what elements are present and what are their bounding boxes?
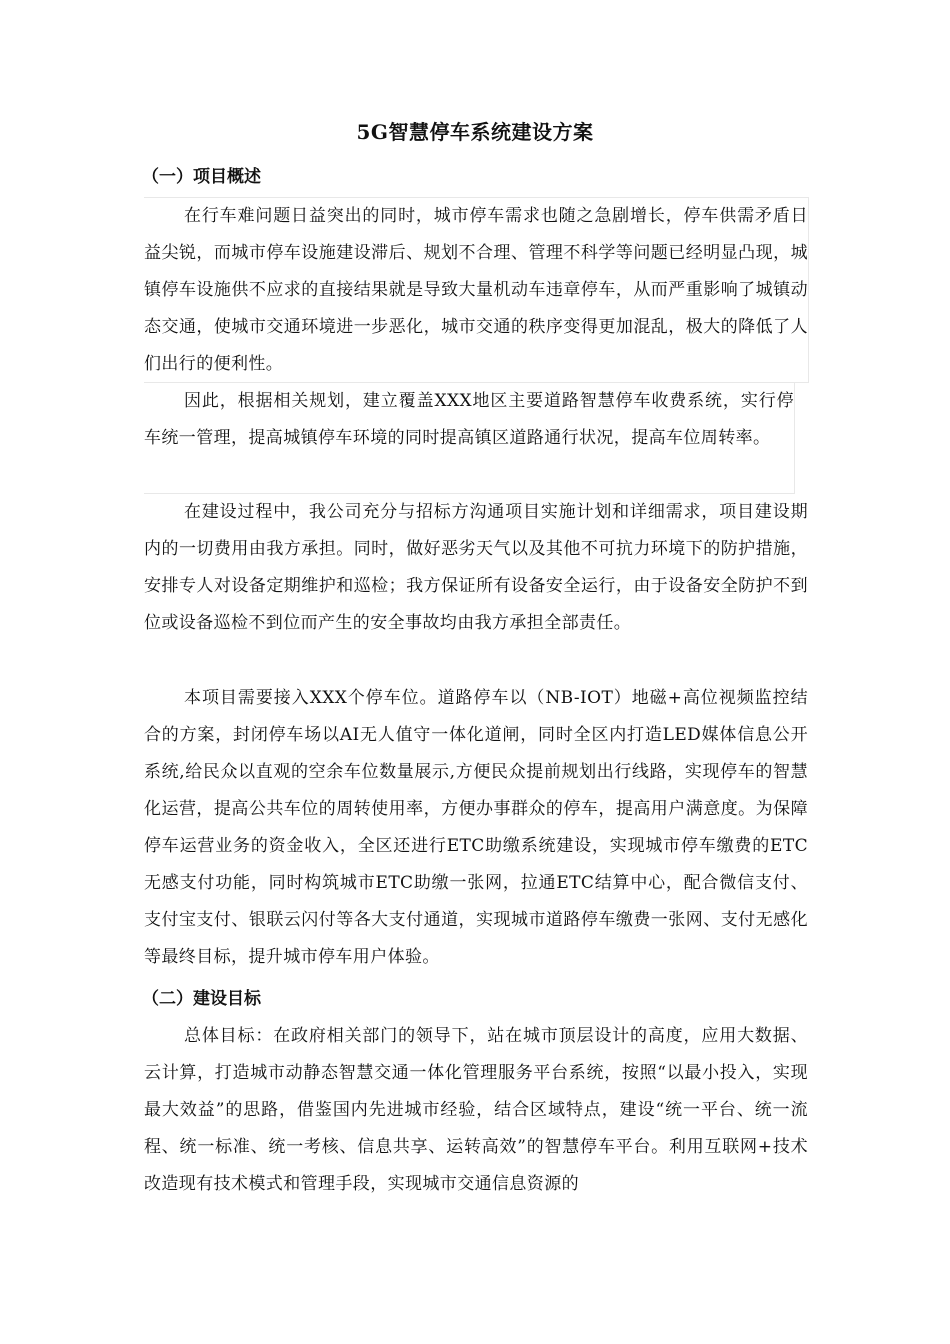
paragraph-overview-3: 在建设过程中，我公司充分与招标方沟通项目实施计划和详细需求，项目建设期内的一切费用由我方承担。同时，做好恶劣天气以及其他不可抗力环境下的防护措施，安排专人对设备定期维护和巡检；我方保证所有设备安全运行，由于设备安全防护不到位或设备巡检不到位而产生的安全事故均由我方承担全部责任。 bbox=[144, 502, 808, 633]
paragraph-goals-1: 总体目标：在政府相关部门的领导下，站在城市顶层设计的高度，应用大数据、云计算，打造城市动静态智慧交通一体化管理服务平台系统，按照“以最小投入，实现最大效益”的思路，借鉴国内先进城市经验，结合区域特点，建设“统一平台、统一流程、统一标准、统一考核、信息共享、运转高效”的智慧停车平台。利用互联网+技术改造现有技术模式和管理手段，实现城市交通信息资源的 bbox=[144, 1026, 808, 1194]
document-title: 5G智慧停车系统建设方案 bbox=[356, 120, 594, 144]
paragraph-overview-2: 因此，根据相关规划，建立覆盖XXX地区主要道路智慧停车收费系统，实行停车统一管理，提高城镇停车环境的同时提高镇区道路通行状况，提高车位周转率。 bbox=[144, 382, 795, 494]
section-heading-overview: （一）项目概述 bbox=[142, 167, 261, 187]
paragraph-overview-4: 本项目需要接入XXX个停车位。道路停车以（NB-IOT）地磁+高位视频监控结合的方案，封闭停车场以AI无人值守一体化道闸，同时全区内打造LED媒体信息公开系统,给民众以直观的空余车位数量展示,方便民众提前规划出行线路，实现停车的智慧化运营，提高公共车位的周转使用率，方便办事群众的停车，提高用户满意度。为保障停车运营业务的资金收入，全区还进行ETC助缴系统建设，实现城市停车缴费的ETC无感支付功能，同时构筑城市ETC助缴一张网，拉通ETC结算中心，配合微信支付、支付宝支付、银联云闪付等各大支付通道，实现城市道路停车缴费一张网、支付无感化等最终目标，提升城市停车用户体验。 bbox=[144, 688, 808, 967]
paragraph-overview-1: 在行车难问题日益突出的同时，城市停车需求也随之急剧增长，停车供需矛盾日益尖锐，而城市停车设施建设滞后、规划不合理、管理不科学等问题已经明显凸现，城镇停车设施供不应求的直接结果就是导致大量机动车违章停车，从而严重影响了城镇动态交通，使城市交通环境进一步恶化，城市交通的秩序变得更加混乱，极大的降低了人们出行的便利性。 bbox=[144, 197, 809, 383]
section-heading-goals: （二）建设目标 bbox=[142, 989, 261, 1009]
